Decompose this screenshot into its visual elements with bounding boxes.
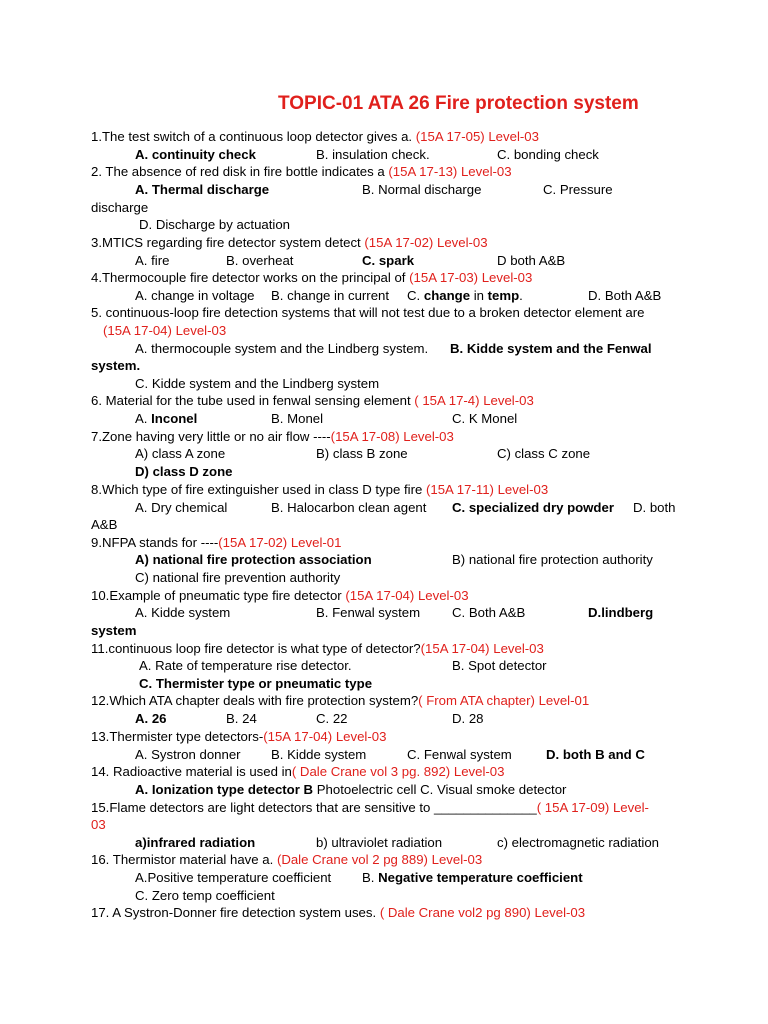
q12-option-d: D. 28 bbox=[452, 711, 484, 726]
q7-option-b: B) class B zone bbox=[316, 446, 408, 461]
q10-option-b: B. Fenwal system bbox=[316, 605, 421, 620]
q3-option-a: A. fire bbox=[135, 253, 170, 268]
q4-option-c: C. change in temp. bbox=[407, 288, 523, 303]
q10-option-d: D.lindberg bbox=[588, 605, 654, 620]
q8-option-c: C. specialized dry powder bbox=[452, 500, 614, 515]
q13-option-d: D. both B and C bbox=[546, 747, 645, 762]
question-13: 13.Thermister type detectors-(15A 17-04) Level-03 bbox=[91, 729, 387, 744]
q8-option-a: A. Dry chemical bbox=[135, 500, 228, 515]
question-6: 6. Material for the tube used in fenwal sensing element ( 15A 17-4) Level-03 bbox=[91, 393, 534, 408]
q16-option-c: C. Zero temp coefficient bbox=[135, 888, 275, 903]
page-title: TOPIC-01 ATA 26 Fire protection system bbox=[278, 93, 639, 114]
q5-option-b: B. Kidde system and the Fenwal bbox=[450, 341, 652, 356]
q5-reference: (15A 17-04) Level-03 bbox=[103, 323, 227, 338]
q11-option-c: C. Thermister type or pneumatic type bbox=[139, 676, 373, 691]
q5-option-a: A. thermocouple system and the Lindberg system. bbox=[135, 341, 429, 356]
question-3: 3.MTICS regarding fire detector system detect (15A 17-02) Level-03 bbox=[91, 235, 488, 250]
question-4: 4.Thermocouple fire detector works on the principal of (15A 17-03) Level-03 bbox=[91, 270, 533, 285]
q3-option-b: B. overheat bbox=[226, 253, 294, 268]
question-2: 2. The absence of red disk in fire bottle indicates a (15A 17-13) Level-03 bbox=[91, 164, 512, 179]
q2-option-c: C. Pressure bbox=[543, 182, 613, 197]
q11-option-b: B. Spot detector bbox=[452, 658, 547, 673]
q8-option-b: B. Halocarbon clean agent bbox=[271, 500, 427, 515]
q12-option-c: C. 22 bbox=[316, 711, 348, 726]
question-9: 9.NFPA stands for ----(15A 17-02) Level-01 bbox=[91, 535, 342, 550]
q6-option-a: A. Inconel bbox=[135, 411, 198, 426]
question-15: 15.Flame detectors are light detectors that are sensitive to ______________( 15A 17-09) Level- bbox=[91, 800, 649, 815]
question-14: 14. Radioactive material is used in( Dale Crane vol 3 pg. 892) Level-03 bbox=[91, 764, 505, 779]
q6-option-b: B. Monel bbox=[271, 411, 324, 426]
q8-option-d: D. both bbox=[633, 500, 676, 515]
q13-option-b: B. Kidde system bbox=[271, 747, 367, 762]
q2-option-d: D. Discharge by actuation bbox=[139, 217, 290, 232]
q4-option-a: A. change in voltage bbox=[135, 288, 255, 303]
q3-option-c: C. spark bbox=[362, 253, 415, 268]
q14-options: A. Ionization type detector B Photoelectric cell C. Visual smoke detector bbox=[135, 782, 567, 797]
q10-option-a: A. Kidde system bbox=[135, 605, 231, 620]
question-1: 1.The test switch of a continuous loop detector gives a. (15A 17-05) Level-03 bbox=[91, 129, 539, 144]
q3-option-d: D both A&B bbox=[497, 253, 566, 268]
q9-option-a: A) national fire protection association bbox=[135, 552, 372, 567]
q7-option-d: D) class D zone bbox=[135, 464, 233, 479]
q5-option-b-continued: system. bbox=[91, 358, 141, 373]
q1-option-c: C. bonding check bbox=[497, 147, 599, 162]
q6-option-c: C. K Monel bbox=[452, 411, 518, 426]
q15-reference-continued: 03 bbox=[91, 817, 106, 832]
q13-option-c: C. Fenwal system bbox=[407, 747, 512, 762]
q9-option-b: B) national fire protection authority bbox=[452, 552, 653, 567]
question-7: 7.Zone having very little or no air flow ----(15A 17-08) Level-03 bbox=[91, 429, 454, 444]
q2-option-a: A. Thermal discharge bbox=[135, 182, 270, 197]
question-8: 8.Which type of fire extinguisher used in class D type fire (15A 17-11) Level-03 bbox=[91, 482, 549, 497]
q16-option-a: A.Positive temperature coefficient bbox=[135, 870, 332, 885]
q8-option-d-continued: A&B bbox=[91, 517, 118, 532]
q13-option-a: A. Systron donner bbox=[135, 747, 241, 762]
q1-option-a: A. continuity check bbox=[135, 147, 256, 162]
q15-option-a: a)infrared radiation bbox=[135, 835, 256, 850]
q7-option-c: C) class C zone bbox=[497, 446, 591, 461]
question-10: 10.Example of pneumatic type fire detector (15A 17-04) Level-03 bbox=[91, 588, 469, 603]
q15-option-b: b) ultraviolet radiation bbox=[316, 835, 443, 850]
q2-option-b: B. Normal discharge bbox=[362, 182, 482, 197]
q11-option-a: A. Rate of temperature rise detector. bbox=[139, 658, 352, 673]
q10-option-c: C. Both A&B bbox=[452, 605, 526, 620]
q9-option-c: C) national fire prevention authority bbox=[135, 570, 341, 585]
q15-option-c: c) electromagnetic radiation bbox=[497, 835, 659, 850]
q7-option-a: A) class A zone bbox=[135, 446, 226, 461]
question-16: 16. Thermistor material have a. (Dale Crane vol 2 pg 889) Level-03 bbox=[91, 852, 483, 867]
q2-option-c-continued: discharge bbox=[91, 200, 149, 215]
q5-option-c: C. Kidde system and the Lindberg system bbox=[135, 376, 380, 391]
q10-option-d-continued: system bbox=[91, 623, 137, 638]
question-17: 17. A Systron-Donner fire detection system uses. ( Dale Crane vol2 pg 890) Level-03 bbox=[91, 905, 586, 920]
q12-option-a: A. 26 bbox=[135, 711, 167, 726]
question-12: 12.Which ATA chapter deals with fire protection system?( From ATA chapter) Level-01 bbox=[91, 693, 590, 708]
q4-option-d: D. Both A&B bbox=[588, 288, 662, 303]
q16-option-b: B. Negative temperature coefficient bbox=[362, 870, 583, 885]
q1-option-b: B. insulation check. bbox=[316, 147, 430, 162]
q12-option-b: B. 24 bbox=[226, 711, 257, 726]
q4-option-b: B. change in current bbox=[271, 288, 390, 303]
question-5: 5. continuous-loop fire detection systems that will not test due to a broken detector element are bbox=[91, 305, 645, 320]
question-11: 11.continuous loop fire detector is what type of detector?(15A 17-04) Level-03 bbox=[91, 641, 544, 656]
